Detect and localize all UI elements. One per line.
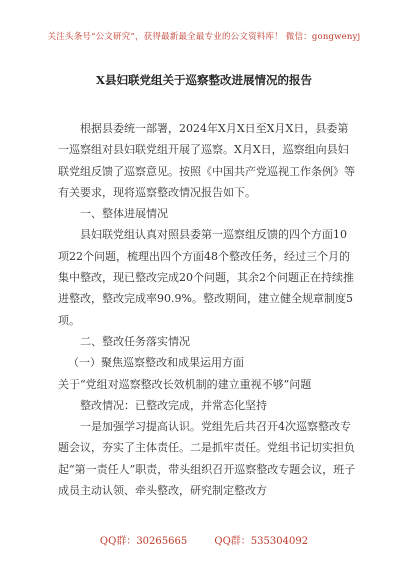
issue-heading: 关于“党组对巡察整改长效机制的建立重视不够”问题	[58, 377, 312, 391]
header-note: 关注头条号“公文研究”，获得最新最全最专业的公文资料库！ 微信：gongwenyj	[47, 32, 361, 42]
subsection-heading-1: （一）聚焦巡察整改和成果运用方面	[68, 356, 244, 370]
document-body	[58, 118, 356, 501]
section-heading-2: 二、整改任务落实情况	[80, 334, 190, 348]
paragraph-intro: 根据县委统一部署，2024年X月X日至X月X日，县委第一巡察组对县妇联党组开展了巡察。X月X日，巡察组向县妇联党组反馈了巡察意见。按照《中国共产党巡视工作条例》等有关要求，现将巡察整改情况报告如下。	[58, 122, 355, 199]
footer-qq-group-2: QQ群：535304092	[214, 536, 309, 547]
rectification-status: 整改情况：已整改完成，并常态化坚持	[80, 398, 267, 412]
document-title: X县妇联党组关于巡察整改进展情况的报告	[96, 73, 312, 87]
section-heading-1: 一、整体进展情况	[80, 207, 168, 221]
paragraph-progress: 县妇联党组认真对照县委第一巡察组反馈的四个方面10项22个问题，梳理出四个方面48个整改任务，经过三个月的集中整改，现已整改完成20个问题，其余2个问题正在持续推进整改，整改完成率90.9%。整改期间，建立健全规章制度5项。	[58, 228, 354, 327]
paragraph-measures: 一是加强学习提高认识。党组先后共召开4次巡察整改专题会议，夯实了主体责任。二是抓牢责任。党组书记切实担负起“第一责任人”职责，带头组织召开巡察整改专题会议，班子成员主动认领、牵头整改，研究制定整改方	[58, 420, 356, 498]
footer-contact	[0, 532, 408, 547]
footer-qq-group-1: QQ群：30265665	[99, 536, 188, 547]
